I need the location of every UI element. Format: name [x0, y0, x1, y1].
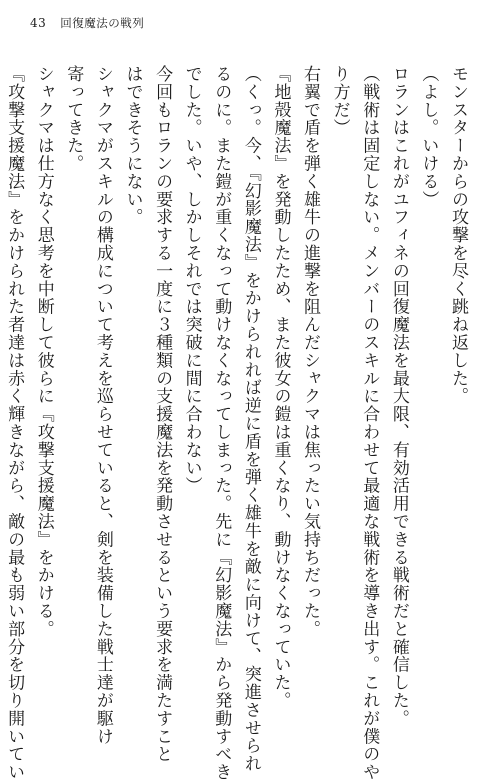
- text-line: （くっ。今、『幻影魔法』をかけられれば逆に盾を弾く雄牛を敵に向けて、突進させられ: [240, 65, 261, 773]
- text-line: 寄ってきた。: [63, 65, 84, 173]
- text-line: ロランはこれがユフィネの回復魔法を最大限、有効活用できる戦術だと確信した。: [388, 65, 409, 728]
- text-line: 今回もロランの要求する一度に３種類の支援魔法を発動させるという要求を満たすこと: [152, 65, 173, 764]
- text-line: 右翼で盾を弾く雄牛の進撃を阻んだシャクマは焦ったい気持ちだった。: [300, 65, 321, 638]
- text-line: シャクマがスキルの構成について考えを巡らせていると、剣を装備した戦士達が駆け: [92, 65, 113, 746]
- text-line: り方だ）: [329, 65, 350, 137]
- page-header: [30, 14, 144, 32]
- text-line: はできそうにない。: [122, 65, 143, 227]
- text-line: でした。いや、しかしそれでは突破に間に合わない）: [181, 65, 202, 495]
- text-line: るのに。また鎧が重くなって動けなくなってしまった。先に『幻影魔法』から発動すべき: [211, 65, 232, 781]
- text-line: 『攻撃支援魔法』をかけられた者達は赤く輝きながら、敵の最も弱い部分を切り開いてい: [4, 65, 25, 781]
- running-head: 回復魔法の戦列: [60, 16, 145, 30]
- text-line: 『地殻魔法』を発動したため、また彼女の鎧は重くなり、動けなくなっていた。: [270, 65, 291, 710]
- body-text: [4, 65, 472, 781]
- text-line: シャクマは仕方なく思考を中断して彼らに『攻撃支援魔法』をかける。: [33, 65, 54, 638]
- text-line: （よし。いける）: [418, 65, 439, 209]
- text-line: モンスターからの攻撃を尽く跳ね返した。: [448, 65, 468, 406]
- text-line: （戦術は固定しない。メンバーのスキルに合わせて最適な戦術を導き出す。これが僕のや: [359, 65, 380, 781]
- page-number: 43: [30, 16, 47, 30]
